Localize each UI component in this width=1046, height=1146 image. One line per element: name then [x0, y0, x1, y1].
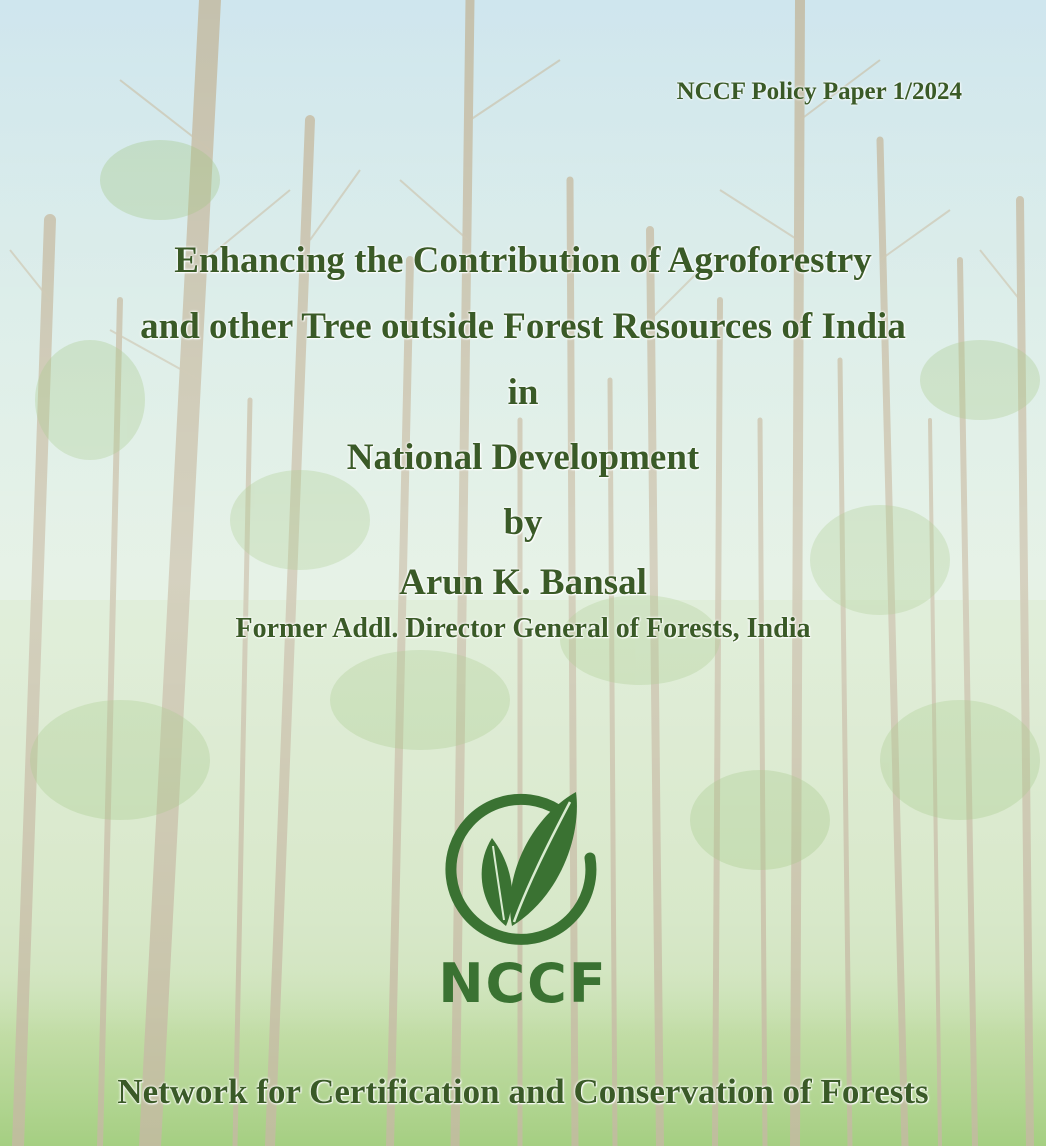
title-line-3: in: [507, 372, 539, 413]
title-line-4: National Development: [346, 437, 700, 478]
title-line-2: and other Tree outside Forest Resources of India: [140, 306, 906, 347]
organization-name: Network for Certification and Conservation of Forests: [117, 1072, 929, 1111]
author-name: Arun K. Bansal: [399, 562, 647, 603]
by-label: by: [503, 502, 543, 543]
author-affiliation: Former Addl. Director General of Forests, India: [235, 613, 811, 644]
logo-wordmark: NCCF: [438, 952, 608, 1015]
policy-paper-number: NCCF Policy Paper 1/2024: [676, 78, 962, 105]
title-line-1: Enhancing the Contribution of Agroforestry: [174, 240, 872, 281]
